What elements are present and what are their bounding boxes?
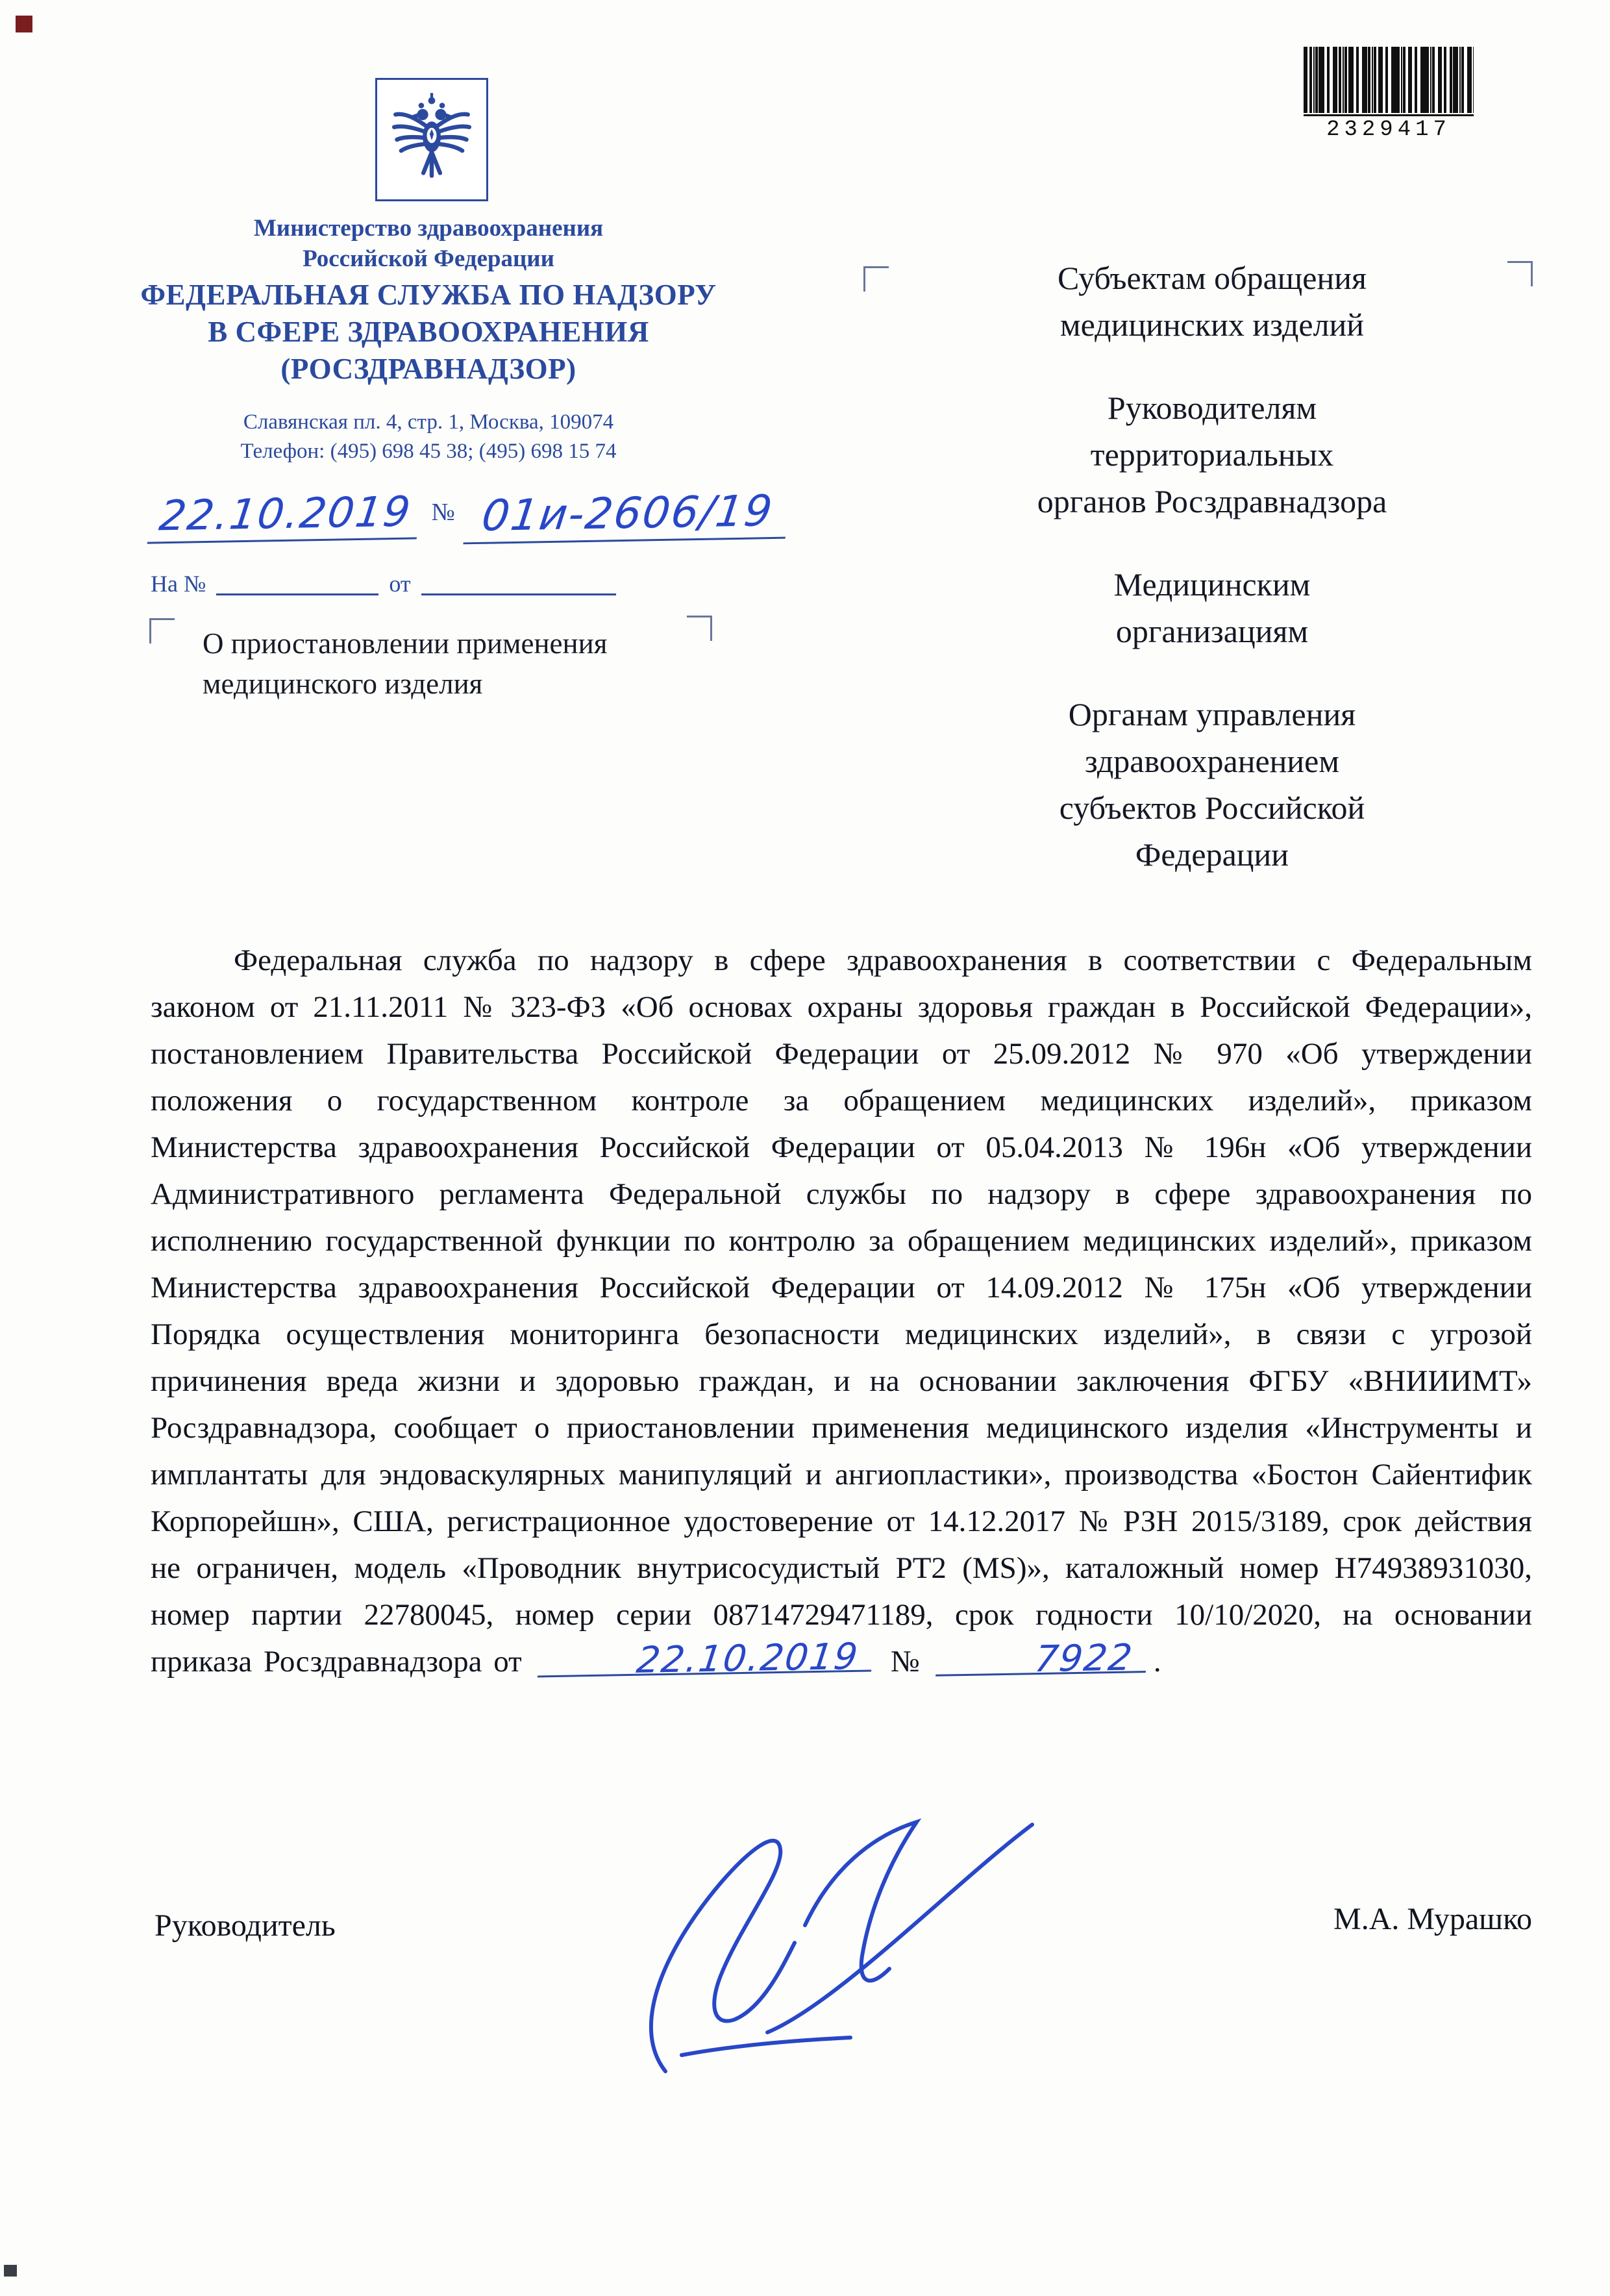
reference-blank bbox=[421, 571, 616, 595]
phone-line: Телефон: (495) 698 45 38; (495) 698 15 74 bbox=[240, 440, 617, 463]
addressee-line: Органам управления bbox=[1068, 696, 1356, 732]
date-number-line bbox=[151, 488, 788, 542]
addressee-line: медицинских изделий bbox=[1059, 306, 1365, 343]
barcode-icon bbox=[1304, 47, 1474, 113]
service-line: (РОСЗДРАВНАДЗОР) bbox=[280, 353, 576, 385]
registration-mark bbox=[4, 2265, 17, 2277]
addressee-block bbox=[904, 561, 1520, 655]
barcode-number: 2329417 bbox=[1304, 114, 1474, 142]
addressee-line: Федерации bbox=[1135, 836, 1289, 873]
addressee-line: территориальных bbox=[1090, 436, 1334, 473]
ministry-name bbox=[133, 213, 724, 274]
body-main-text: Федеральная служба по надзору в сфере здравоохранения в соответствии с Федеральным законом от 21.11.2011 № 323-ФЗ «Об основах охраны здоровья граждан в Российской Федерации», постановлением Правительства Российской Федерации от 25.09.2012 № 970 «Об утверждении положения о государственном контроле за обращением медицинских изделий», приказом Министерства здравоохранения Российской Федерации от 05.04.2013 № 196н «Об утверждении Административного регламента Федеральной службы по надзору в сфере здравоохранения по исполнению государственной функции по контролю за обращением медицинских изделий», приказом Министерства здравоохранения Российской Федерации от 14.09.2012 № 175н «Об утверждении Порядка осуществления мониторинга безопасности медицинских изделий», в связи с угрозой причинения вреда жизни и здоровью граждан, и на основании заключения ФГБУ «ВНИИИМТ» Росздравнадзора, сообщает о приостановлении применения медицинского изделия «Инструменты и имплантаты для эндоваскулярных манипуляций и ангиопластики», производства «Бостон Сайентифик Корпорейшн», США, регистрационное удостоверение от 14.12.2017 № РЗН 2015/3189, срок действия не ограничен, модель «Проводник внутрисосудистый PT2 (MS)», каталожный номер H74938931030, номер партии 22780045, номер серии 08714729471189, срок годности 10/10/2020, на основании приказа Росздравнадзора от bbox=[151, 943, 1532, 1678]
addressee-line: здравоохранением bbox=[1085, 743, 1339, 779]
addressees-column bbox=[904, 255, 1520, 878]
contact-block bbox=[133, 408, 724, 466]
addressee-block bbox=[904, 255, 1520, 348]
order-number-sign: № bbox=[890, 1645, 920, 1678]
signer-title: Руководитель bbox=[155, 1908, 336, 1943]
subject-block bbox=[203, 623, 607, 704]
addressee-line: Субъектам обращения bbox=[1058, 260, 1367, 296]
handwritten-order-number: 7922 bbox=[935, 1645, 1149, 1677]
addressee-line: Медицинским bbox=[1113, 566, 1311, 603]
ministry-line: Российской Федерации bbox=[303, 245, 554, 272]
body-paragraph bbox=[151, 937, 1532, 1685]
addressee-line: субъектов Российской bbox=[1059, 790, 1365, 826]
na-label: На № bbox=[151, 571, 206, 597]
body-period: . bbox=[1153, 1645, 1161, 1678]
addressee-line: организациям bbox=[1115, 613, 1309, 649]
signature-icon bbox=[604, 1799, 1110, 2110]
barcode bbox=[1304, 47, 1474, 142]
number-sign: № bbox=[431, 499, 455, 526]
corner-mark bbox=[687, 616, 712, 641]
reference-line bbox=[151, 570, 626, 597]
emblem-box bbox=[375, 78, 488, 201]
addressee-block bbox=[904, 384, 1520, 525]
ministry-line: Министерство здравоохранения bbox=[253, 215, 604, 242]
addressee-block bbox=[904, 691, 1520, 878]
subject-line: медицинского изделия bbox=[203, 668, 483, 700]
service-name bbox=[133, 277, 724, 388]
corner-mark bbox=[863, 266, 889, 292]
service-line: В СФЕРЕ ЗДРАВООХРАНЕНИЯ bbox=[208, 316, 649, 348]
russian-coat-of-arms-icon bbox=[389, 91, 475, 188]
reference-blank bbox=[216, 571, 378, 595]
address-line: Славянская пл. 4, стр. 1, Москва, 109074 bbox=[243, 410, 614, 434]
service-line: ФЕДЕРАЛЬНАЯ СЛУЖБА ПО НАДЗОРУ bbox=[140, 279, 717, 311]
subject-line: О приостановлении применения bbox=[203, 627, 608, 660]
handwritten-order-date: 22.10.2019 bbox=[538, 1644, 874, 1678]
handwritten-doc-number: 01и-2606/19 bbox=[463, 486, 791, 545]
ot-label: от bbox=[389, 571, 411, 597]
handwritten-date: 22.10.2019 bbox=[147, 488, 423, 543]
addressee-line: Руководителям bbox=[1107, 390, 1317, 426]
signer-name: М.А. Мурашко bbox=[1333, 1902, 1532, 1936]
registration-mark bbox=[16, 16, 32, 32]
addressee-line: органов Росздравнадзора bbox=[1037, 483, 1387, 519]
corner-mark bbox=[149, 618, 175, 643]
